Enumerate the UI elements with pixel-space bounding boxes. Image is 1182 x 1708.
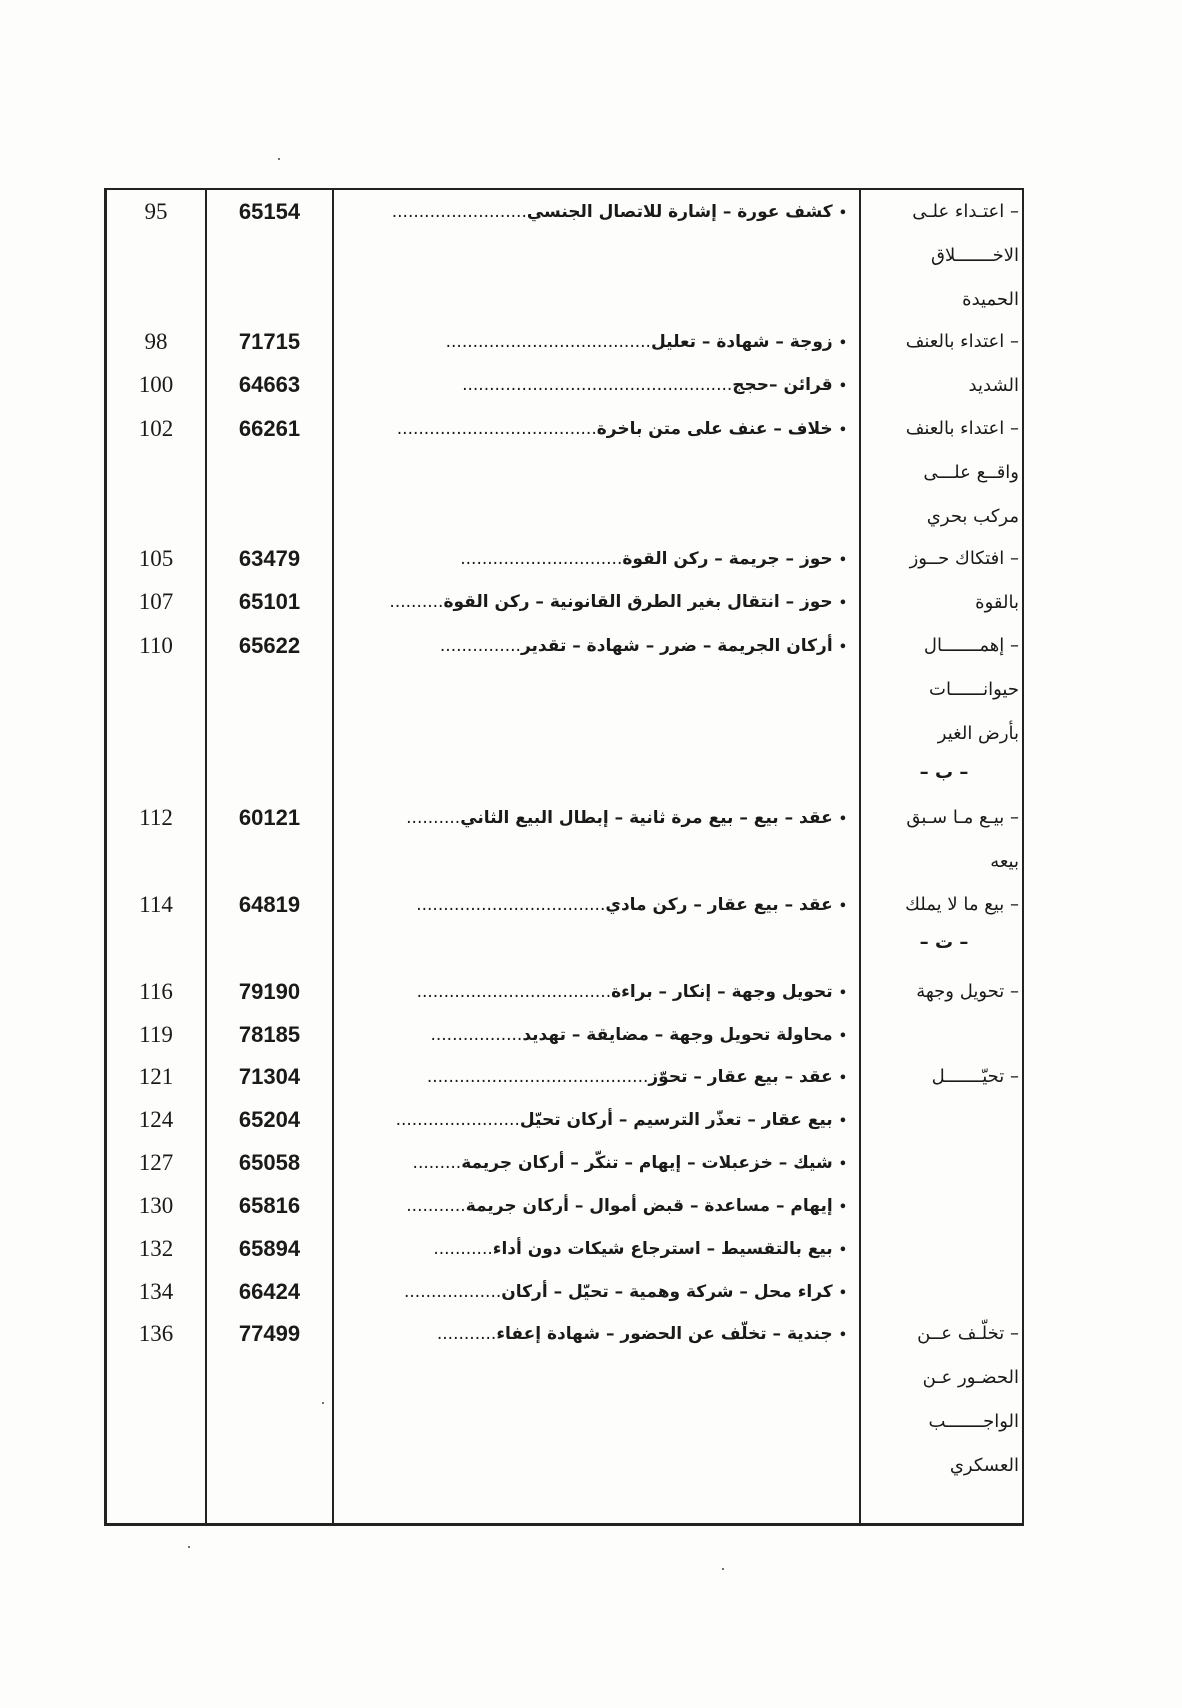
- entry-text: •زوجة – شهادة – تعليل......................................: [445, 332, 847, 352]
- page-number: 95: [144, 199, 168, 224]
- page-number: 130: [138, 1193, 174, 1218]
- decision-number: 71304: [238, 1064, 301, 1089]
- page-number: 132: [138, 1236, 174, 1261]
- decision-number: 78185: [238, 1022, 301, 1047]
- page-number: 124: [138, 1107, 174, 1132]
- scan-speck: [278, 158, 280, 160]
- table-row: [107, 1017, 1022, 1053]
- subject-heading: – تخلّـف عــن الحضـور عـن الواجـــــــب العسكري: [917, 1323, 1019, 1476]
- decision-number: 63479: [238, 546, 301, 571]
- entry-text: •قرائن –حجج..................................................: [462, 375, 847, 395]
- entry-text: •خلاف – عنف على متن باخرة.....................................: [396, 419, 847, 439]
- page-number: 100: [138, 372, 174, 397]
- table-row: [107, 1102, 1022, 1138]
- decision-number: 66261: [238, 416, 301, 441]
- subject-heading: – اعتداء بالعنف واقــع علـــى مركب بحري: [905, 418, 1019, 527]
- decision-number: 64819: [238, 892, 301, 917]
- subject-heading: – افتكاك حــوز بالقوة: [909, 548, 1019, 613]
- subject-heading: – اعتداء بالعنف الشديد: [905, 331, 1019, 396]
- page-number: 114: [139, 892, 173, 917]
- decision-number: 65622: [238, 633, 301, 658]
- table-row: [107, 1188, 1022, 1224]
- index-table: [104, 188, 1024, 1526]
- page-number: 105: [138, 546, 174, 571]
- subject-heading: – اعتـداء علـى الاخـــــــلاق الحميدة: [912, 201, 1019, 310]
- entry-text: •كشف عورة – إشارة للاتصال الجنسي.........................: [391, 202, 847, 222]
- page-number: 119: [139, 1022, 173, 1047]
- entry-text: •جندية – تخلّف عن الحضور – شهادة إعفاء...........: [436, 1324, 847, 1344]
- decision-number: 79190: [238, 979, 301, 1004]
- decision-number: 77499: [238, 1321, 301, 1346]
- letter-divider: – ب –: [919, 762, 969, 783]
- entry-text: •تحويل وجهة – إنكار – براءة....................................: [416, 982, 847, 1002]
- table-row: [107, 1145, 1022, 1181]
- entry-text: •حوز – انتقال بغير الطرق القانونية – ركن القوة..........: [389, 592, 847, 612]
- subject-heading: – بيـع مـا سـبق بيعه: [906, 807, 1019, 872]
- entry-text: •عقد – بيع – بيع مرة ثانية – إبطال البيع الثاني..........: [406, 808, 847, 828]
- page-number: 136: [138, 1321, 174, 1346]
- subject-heading: – تحويل وجهة: [916, 981, 1019, 1002]
- scan-speck: [188, 1546, 190, 1548]
- decision-number: 65101: [238, 589, 301, 614]
- decision-number: 60121: [238, 805, 301, 830]
- entry-text: •بيع بالتقسيط – استرجاع شيكات دون أداء...........: [433, 1239, 847, 1259]
- page-number: 116: [139, 979, 173, 1004]
- entry-text: •عقد – بيع عقار – تحوّز.........................................: [426, 1067, 847, 1087]
- scan-speck: [722, 1568, 724, 1570]
- entry-text: •شيك – خزعبلات – إيهام – تنكّر – أركان جريمة.........: [412, 1153, 847, 1173]
- decision-number: 65894: [238, 1236, 301, 1261]
- table-row: [107, 1274, 1022, 1310]
- page-number: 102: [138, 416, 174, 441]
- decision-number: 65204: [238, 1107, 301, 1132]
- entry-text: •إيهام – مساعدة – قبض أموال – أركان جريمة...........: [406, 1196, 847, 1216]
- subject-heading: – إهمـــــــال حيوانــــــات بأرض الغير: [923, 635, 1019, 744]
- entry-text: •حوز – جريمة – ركن القوة..............................: [460, 549, 847, 569]
- entry-text: •أركان الجريمة – ضرر – شهادة – تقدير...............: [439, 636, 847, 656]
- decision-number: 65058: [238, 1150, 301, 1175]
- entry-text: •كراء محل – شركة وهمية – تحيّل – أركان..................: [403, 1282, 847, 1302]
- page-number: 107: [138, 589, 174, 614]
- subject-heading: – تحيّـــــــل: [931, 1066, 1019, 1087]
- decision-number: 71715: [238, 329, 301, 354]
- decision-number: 65154: [238, 199, 301, 224]
- page-number: 110: [139, 633, 173, 658]
- entry-text: •عقد – بيع عقار – ركن مادي...................................: [416, 895, 847, 915]
- subject-heading: – بيع ما لا يملك: [905, 894, 1019, 915]
- page-number: 127: [138, 1150, 174, 1175]
- scan-speck: [322, 1402, 324, 1404]
- decision-number: 64663: [238, 372, 301, 397]
- letter-divider: – ت –: [919, 932, 969, 953]
- entry-text: •بيع عقار – تعذّر الترسيم – أركان تحيّل.......................: [395, 1110, 847, 1130]
- page-number: 112: [139, 805, 173, 830]
- page-number: 134: [138, 1279, 174, 1304]
- decision-number: 66424: [238, 1279, 301, 1304]
- entry-text: •محاولة تحويل وجهة – مضايقة – تهديد.................: [430, 1025, 847, 1045]
- page-number: 98: [144, 329, 168, 354]
- decision-number: 65816: [238, 1193, 301, 1218]
- table-row: [107, 1231, 1022, 1267]
- page-number: 121: [138, 1064, 174, 1089]
